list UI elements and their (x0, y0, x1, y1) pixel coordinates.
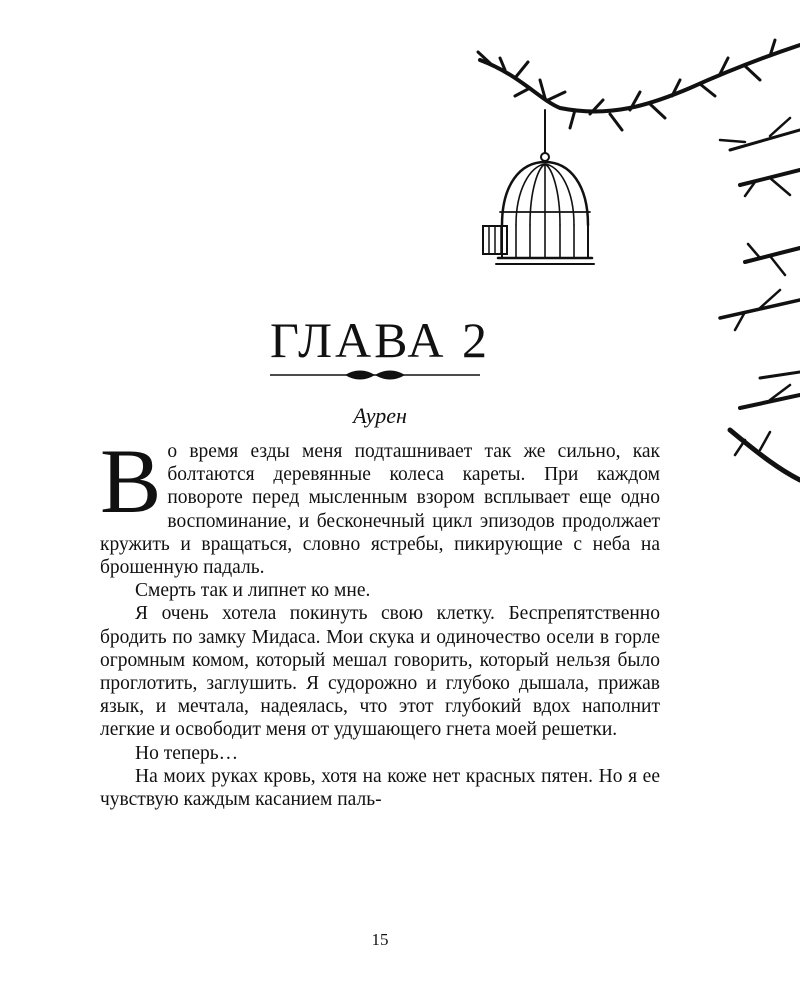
paragraph-text: о время езды меня подташнивает так же сильно, как болтаются деревянные колеса кареты. При каждом повороте перед мысленным взором всплывает еще одно воспоминание, и бесконечный цикл эпизодов продолжает кружить и вращаться, словно ястребы, пикирующие с неба на брошенную падаль. (100, 441, 660, 579)
title-divider-ornament (270, 368, 480, 382)
opening-paragraph (100, 430, 660, 579)
chapter-pov-name: Аурен (353, 403, 407, 428)
paragraph: Но теперь… (135, 742, 239, 764)
page-number: 15 (371, 930, 389, 949)
paragraph: Смерть так и липнет ко мне. (135, 580, 371, 602)
paragraph: Я очень хотела покинуть свою клетку. Беспрепятственно бродить по замку Мидаса. Мои скука и одиночество осели в горле огромным комом, который мешал говорить, который нельзя было проглотить, заглушить. Я судорожно и глубоко дышала, прижав язык, и мечтала, надеялась, что этот глубокий вдох наполнит легкие и освободит меня от удушающего гнета моей решетки. (100, 603, 660, 741)
chapter-body-text (100, 430, 660, 811)
paragraph: На моих руках кровь, хотя на коже нет красных пятен. Но я ее чувствую каждым касанием паль- (100, 765, 660, 811)
chapter-title: ГЛАВА 2 (270, 312, 490, 368)
drop-cap: В (100, 430, 162, 532)
